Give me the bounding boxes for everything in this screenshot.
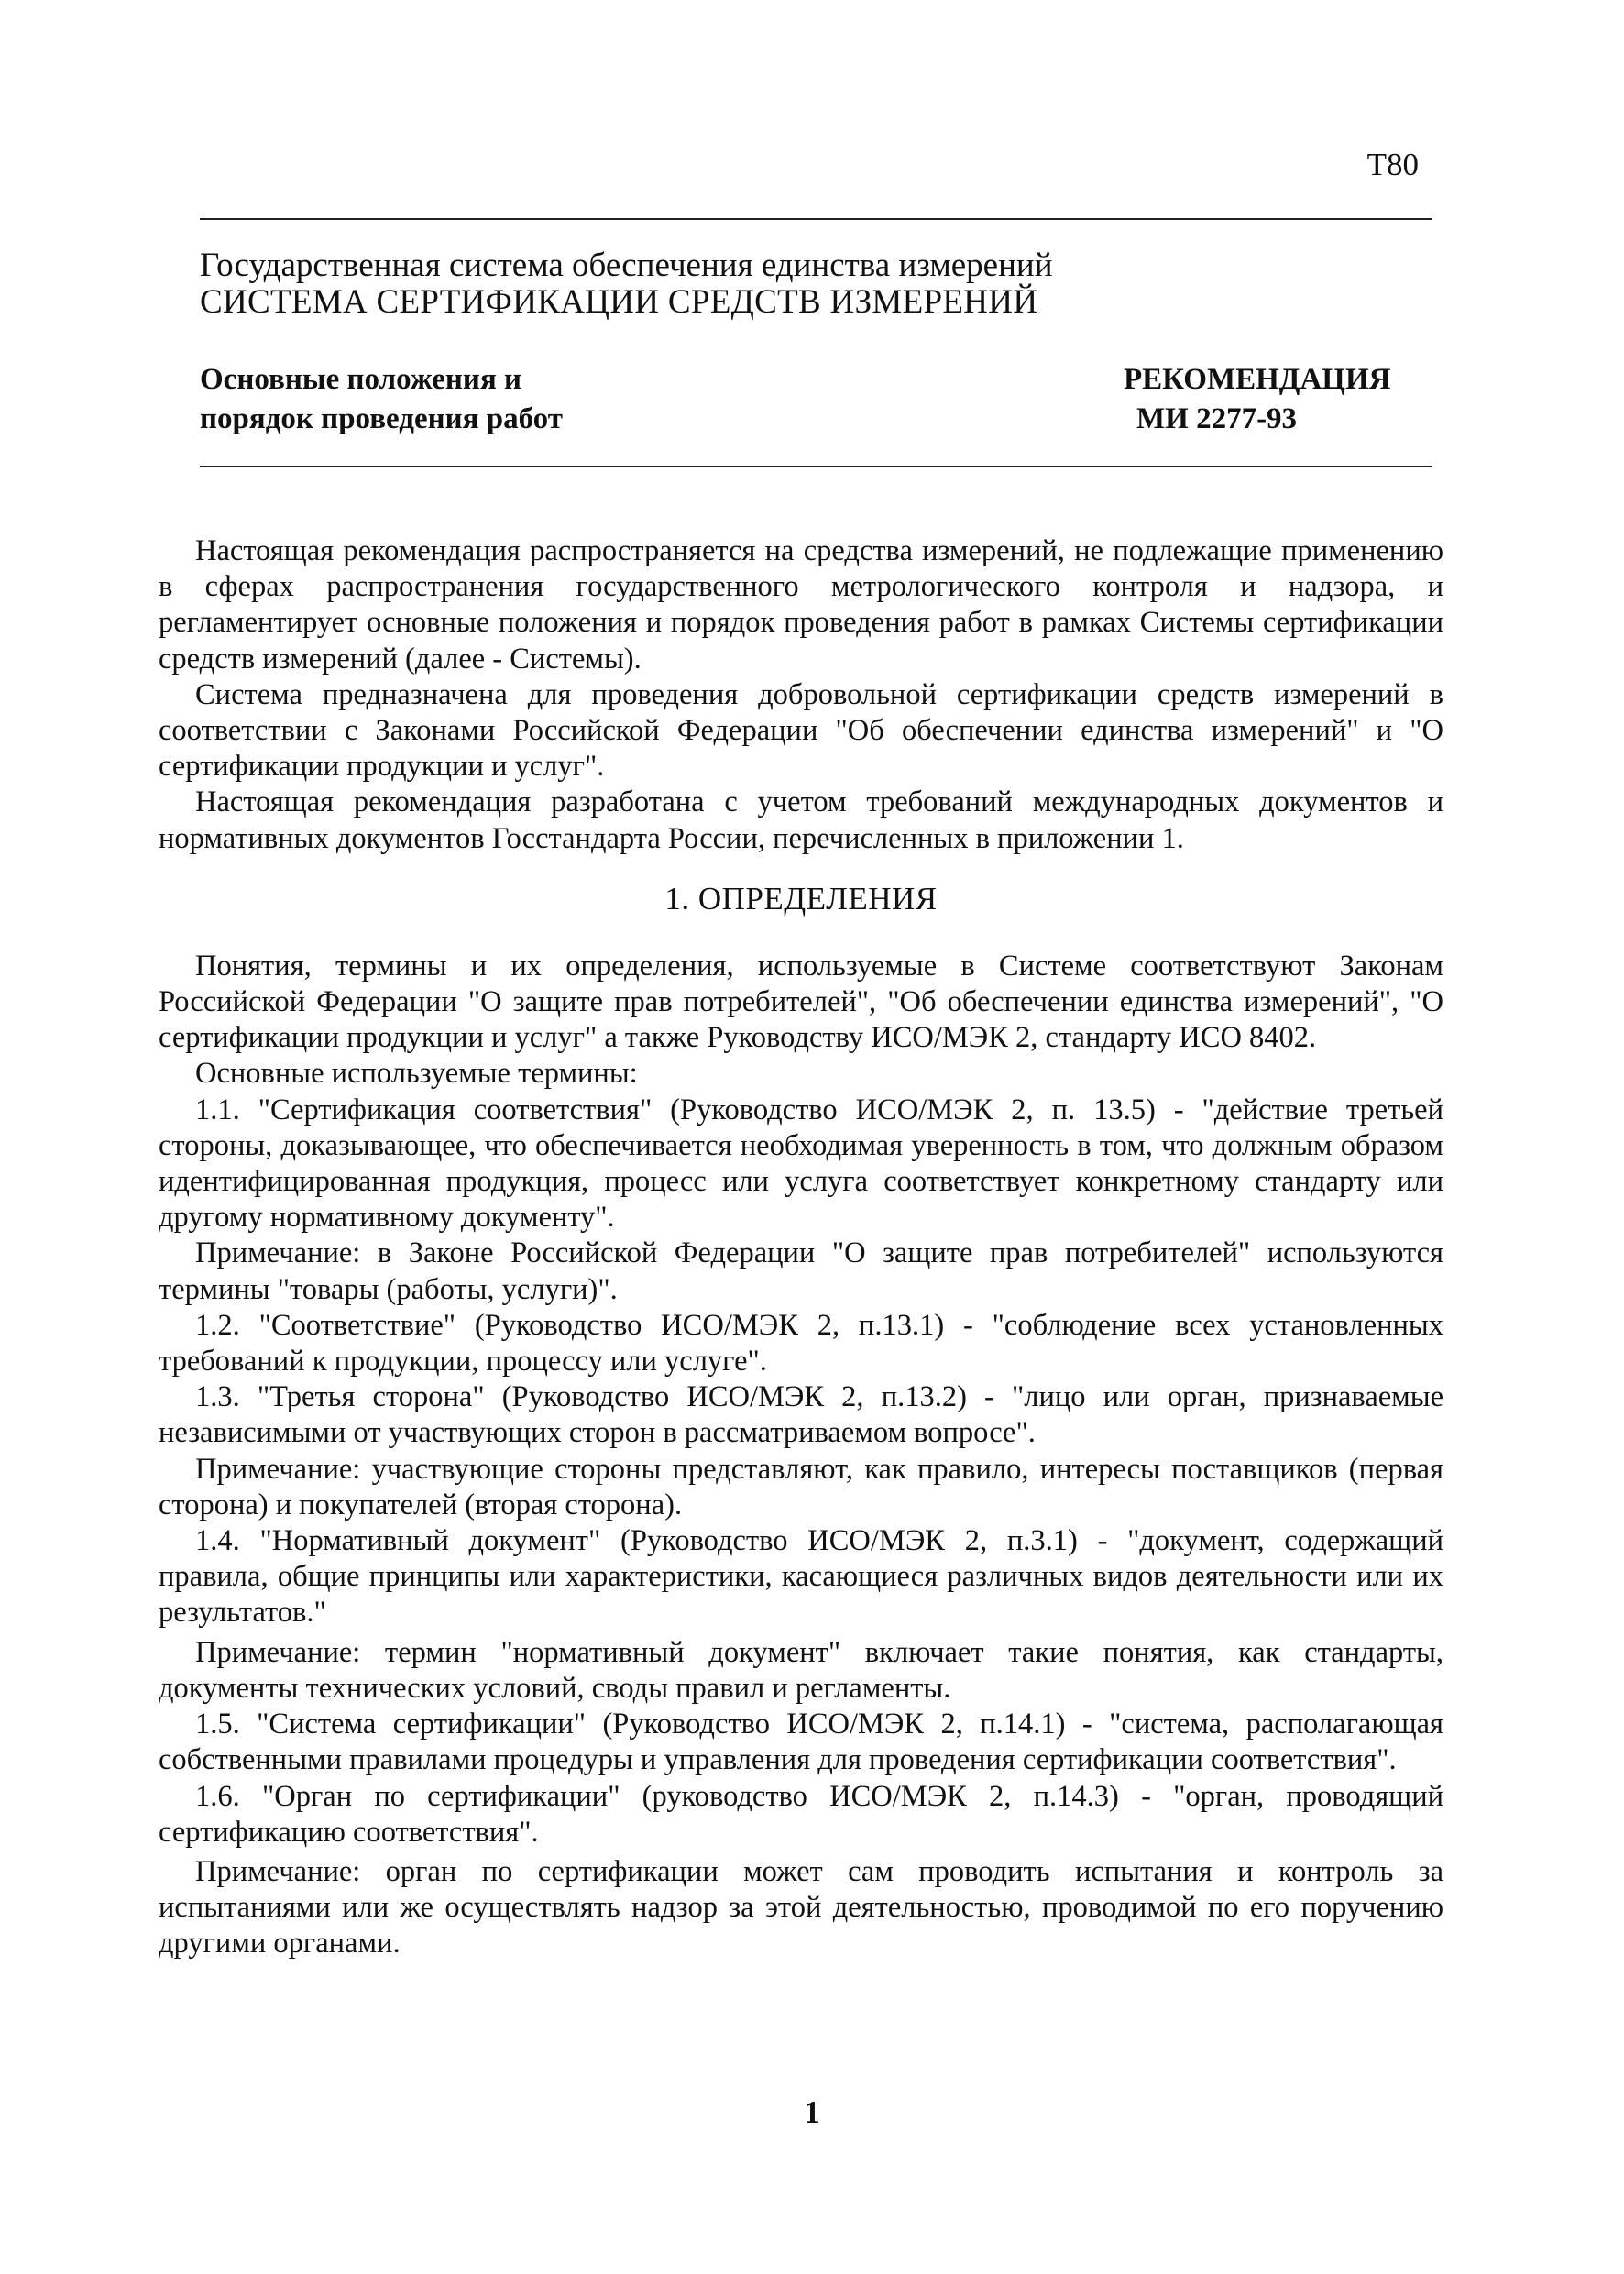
page-number: 1 — [804, 2094, 820, 2130]
intro-paragraph: Настоящая рекомендация распространяется на средства измерений, не подлежащие применению в сферах распространения государственного метрологического контроля и надзора, и регламентирует основные положения и порядок проведения работ в рамках Системы сертификации средств измерений (далее - Системы). — [159, 534, 1443, 676]
document-header — [200, 247, 1053, 321]
section-paragraph: 1.5. "Система сертификации" (Руководство ИСО/МЭК 2, п.14.1) - "система, располагающая собственными правилами процедуры и управления для проведения сертификации соответствия". — [159, 1708, 1443, 1777]
recommendation-label: РЕКОМЕНДАЦИЯ — [1124, 363, 1391, 396]
recommendation-code: МИ 2277-93 — [1136, 402, 1298, 435]
subtitle-left-line-2: порядок проведения работ — [200, 402, 563, 435]
section-paragraph: Понятия, термины и их определения, используемые в Системе соответствуют Законам Российской Федерации "О защите прав потребителей", "Об обеспечении единства измерений", "О сертификации продукции и услуг" а также Руководству ИСО/МЭК 2, стандарту ИСО 8402. — [159, 949, 1443, 1055]
section-paragraph: Примечание: орган по сертификации может сам проводить испытания и контроль за испытаниями или же осуществлять надзор за этой деятельностью, проводимой по его поручению другими органами. — [159, 1854, 1443, 1961]
intro-paragraph: Настоящая рекомендация разработана с учетом требований международных документов и нормативных документов Госстандарта России, перечисленных в приложении 1. — [159, 785, 1443, 855]
section-paragraph: Основные используемые термины: — [195, 1057, 638, 1091]
section-paragraph: Примечание: участвующие стороны представляют, как правило, интересы поставщиков (первая сторона) и покупателей (вторая сторона). — [159, 1452, 1443, 1521]
section-paragraph: Примечание: в Законе Российской Федерации "О защите прав потребителей" используются термины "товары (работы, услуги)". — [159, 1236, 1443, 1306]
header-divider — [200, 466, 1432, 467]
section-title: 1. ОПРЕДЕЛЕНИЯ — [664, 880, 938, 917]
document-body — [159, 533, 1443, 1962]
section-paragraph: 1.2. "Соответствие" (Руководство ИСО/МЭК 2, п.13.1) - "соблюдение всех установленных требований к продукции, процессу или услуге". — [159, 1308, 1443, 1379]
section-paragraph: 1.6. "Орган по сертификации" (руководство ИСО/МЭК 2, п.14.3) - "орган, проводящий сертификацию соответствия". — [159, 1779, 1443, 1849]
top-divider — [200, 218, 1432, 220]
subtitle-left — [200, 360, 563, 439]
section-paragraph: Примечание: термин "нормативный документ" включает такие понятия, как стандарты, документы технических условий, своды правил и регламенты. — [159, 1635, 1443, 1705]
subtitle-right — [1124, 360, 1390, 439]
document-code: T80 — [1366, 147, 1419, 182]
subtitle-left-line-1: Основные положения и — [200, 363, 522, 396]
header-line-2: СИСТЕМА СЕРТИФИКАЦИИ СРЕДСТВ ИЗМЕРЕНИЙ — [200, 283, 1038, 321]
section-paragraph: 1.1. "Сертификация соответствия" (Руководство ИСО/МЭК 2, п. 13.5) - "действие третьей стороны, доказывающее, что обеспечивается необходимая уверенность в том, что должным образом идентифицированная продукция, процесс или услуга соответствует конкретному стандарту или другому нормативному документу". — [159, 1093, 1443, 1235]
section-paragraph: 1.3. "Третья сторона" (Руководство ИСО/МЭК 2, п.13.2) - "лицо или орган, признаваемые независимыми от участвующих сторон в рассматриваемом вопросе". — [159, 1380, 1443, 1450]
intro-paragraph: Система предназначена для проведения добровольной сертификации средств измерений в соответствии с Законами Российской Федерации "Об обеспечении единства измерений" и "О сертификации продукции и услуг". — [159, 677, 1443, 784]
header-line-1: Государственная система обеспечения единства измерений — [200, 247, 1053, 284]
section-paragraph: 1.4. "Нормативный документ" (Руководство ИСО/МЭК 2, п.3.1) - "документ, содержащий правила, общие принципы или характеристики, касающиеся различных видов деятельности или их результатов." — [159, 1524, 1443, 1630]
